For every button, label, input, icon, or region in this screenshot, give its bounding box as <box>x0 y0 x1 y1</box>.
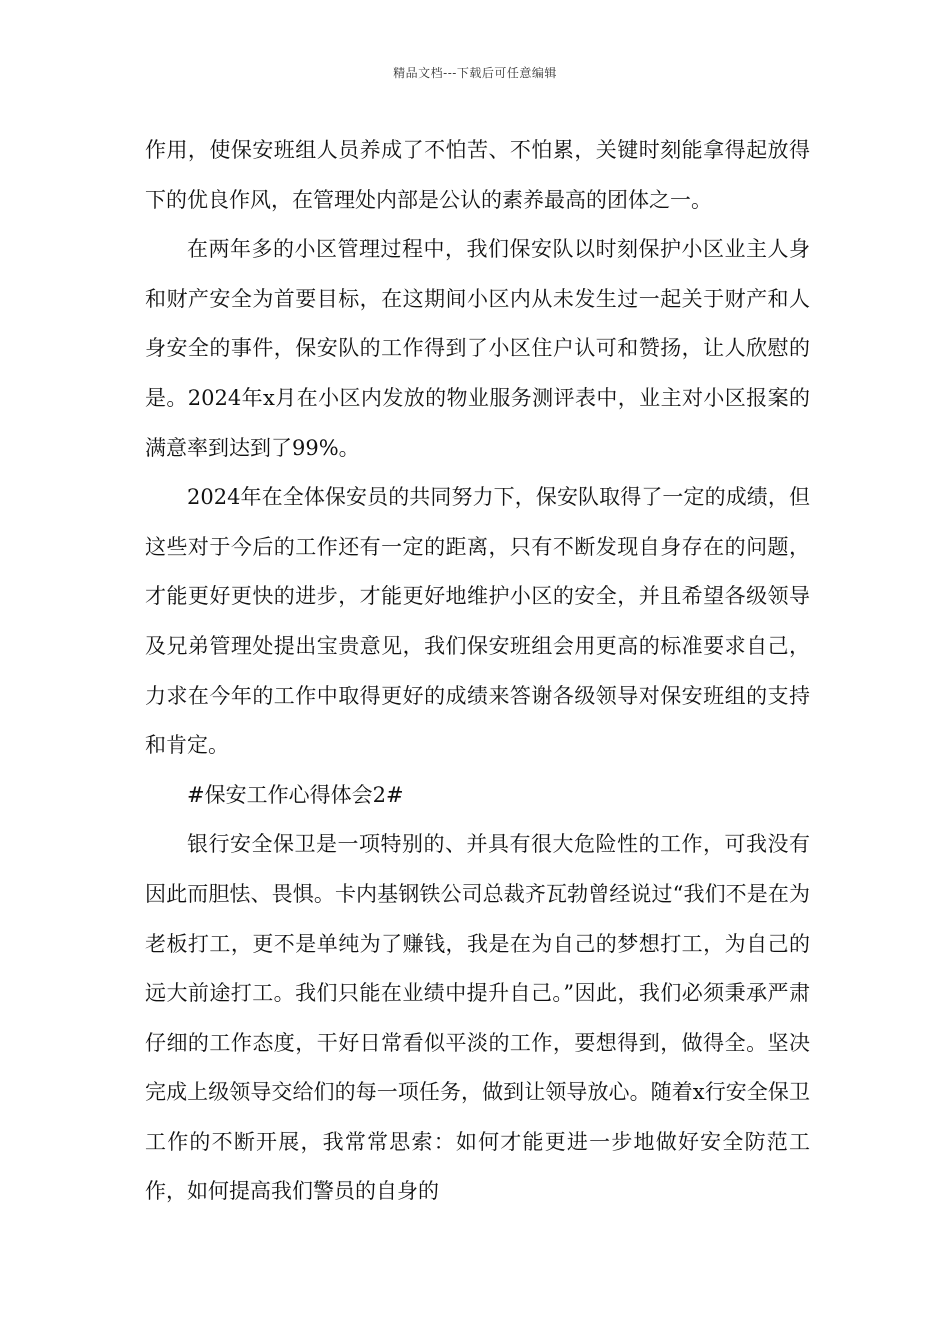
page-header: 精品文档---下载后可任意编辑 <box>393 66 557 80</box>
paragraph-continuation: 作用，使保安班组人员养成了不怕苦、不怕累，关键时刻能拿得起放得下的优良作风，在管理处内部是公认的素养最高的团体之一。 <box>145 138 810 212</box>
paragraph: 银行安全保卫是一项特别的、并具有很大危险性的工作，可我没有因此而胆怯、畏惧。卡内基钢铁公司总裁齐瓦勃曾经说过“我们不是在为老板打工，更不是单纯为了赚钱，我是在为自己的梦想打工，为自己的远大前途打工。我们只能在业绩中提升自己。”因此，我们必须秉承严肃仔细的工作态度，干好日常看似平淡的工作，要想得到，做得全。坚决完成上级领导交给们的每一项任务，做到让领导放心。随着x行安全保卫工作的不断开展，我常常思索：如何才能更进一步地做好安全防范工作，如何提高我们警员的自身的 <box>145 832 810 1204</box>
document-body <box>145 126 810 1217</box>
paragraph: 2024年在全体保安员的共同努力下，保安队取得了一定的成绩，但这些对于今后的工作还有一定的距离，只有不断发现自身存在的问题，才能更好更快的进步，才能更好地维护小区的安全，并且希望各级领导及兄弟管理处提出宝贵意见，我们保安班组会用更高的标准要求自己，力求在今年的工作中取得更好的成绩来答谢各级领导对保安班组的支持和肯定。 <box>145 485 810 758</box>
section-heading: #保安工作心得体会2# <box>187 782 404 807</box>
paragraph: 在两年多的小区管理过程中，我们保安队以时刻保护小区业主人身和财产安全为首要目标，在这期间小区内从未发生过一起关于财产和人身安全的事件，保安队的工作得到了小区住户认可和赞扬，让人欣慰的是。2024年x月在小区内发放的物业服务测评表中，业主对小区报案的满意率到达到了99%。 <box>145 237 810 460</box>
